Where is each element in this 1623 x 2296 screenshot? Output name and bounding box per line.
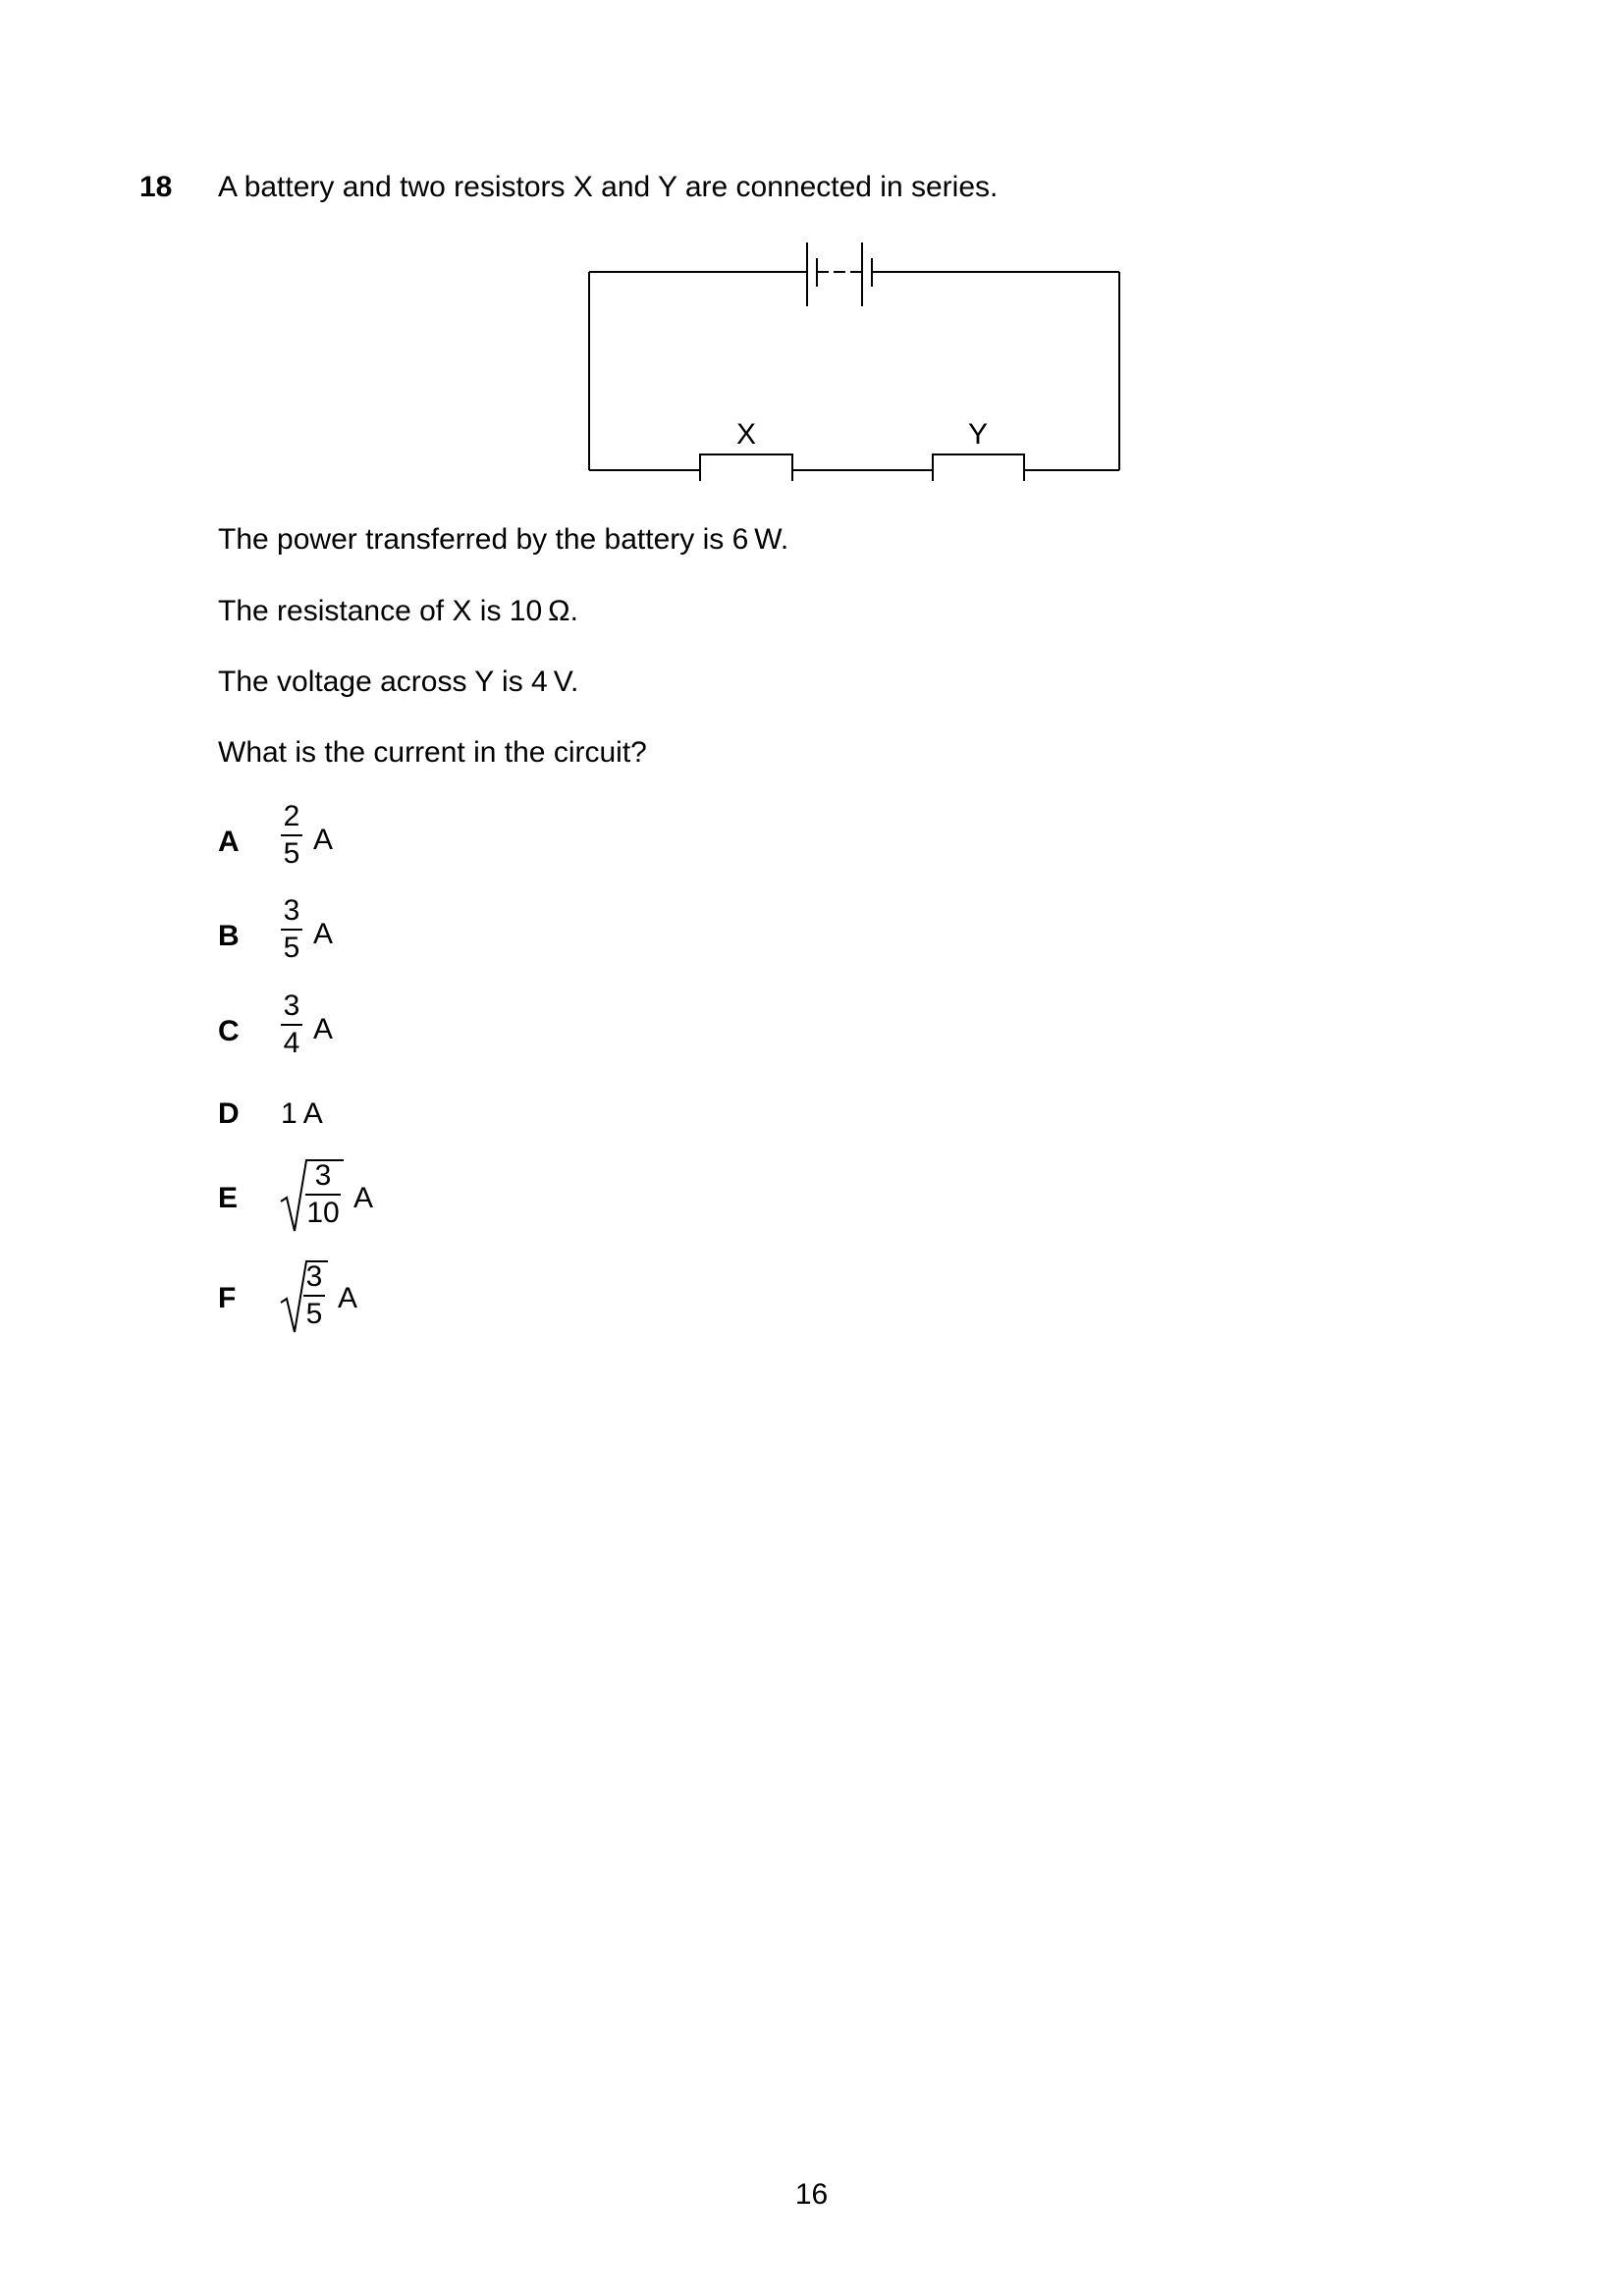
fraction-bar xyxy=(303,1295,325,1297)
option-a-denominator: 5 xyxy=(283,837,300,870)
option-e-denominator: 10 xyxy=(306,1197,340,1229)
voltage-statement: The voltage across Y is 4 V. xyxy=(218,666,579,698)
option-c-unit: A xyxy=(313,1013,334,1045)
option-f-unit: A xyxy=(338,1282,358,1314)
option-b-unit: A xyxy=(313,918,334,950)
option-b-numerator: 3 xyxy=(283,894,300,927)
option-e-letter: E xyxy=(218,1182,239,1214)
option-b-fraction xyxy=(279,895,304,964)
option-e-unit: A xyxy=(353,1182,374,1214)
fraction-bar xyxy=(281,834,302,836)
option-b-denominator: 5 xyxy=(283,932,300,964)
option-f-letter: F xyxy=(218,1282,237,1314)
option-d-letter: D xyxy=(218,1097,240,1130)
option-f-numerator: 3 xyxy=(305,1260,323,1293)
resistance-statement: The resistance of X is 10 Ω. xyxy=(218,595,578,627)
option-a-fraction xyxy=(279,801,304,870)
fraction-bar xyxy=(281,1024,302,1026)
option-a-numerator: 2 xyxy=(283,800,300,832)
option-d-value: 1 A xyxy=(281,1097,323,1130)
option-e-numerator: 3 xyxy=(314,1159,332,1192)
option-e-fraction xyxy=(302,1160,344,1229)
circuit-diagram xyxy=(579,226,1129,481)
resistor-x xyxy=(700,454,792,481)
battery-symbol xyxy=(807,242,885,306)
option-f-fraction xyxy=(300,1261,328,1330)
resistor-x-label: X xyxy=(735,418,757,451)
page-number: 16 xyxy=(794,2178,829,2211)
question-stem: A battery and two resistors X and Y are connected in series. xyxy=(218,171,999,203)
option-a-letter: A xyxy=(218,826,240,858)
resistor-y xyxy=(933,454,1024,481)
power-statement: The power transferred by the battery is 6 W. xyxy=(218,523,789,556)
option-f-denominator: 5 xyxy=(305,1298,323,1330)
option-c-numerator: 3 xyxy=(283,989,300,1022)
option-a-unit: A xyxy=(313,824,334,856)
option-c-denominator: 4 xyxy=(283,1027,300,1059)
fraction-bar xyxy=(305,1194,341,1196)
question-number: 18 xyxy=(139,171,173,203)
resistor-y-label: Y xyxy=(967,418,989,451)
question-prompt: What is the current in the circuit? xyxy=(218,736,647,769)
option-c-fraction xyxy=(279,990,304,1059)
option-c-letter: C xyxy=(218,1015,240,1047)
fraction-bar xyxy=(281,929,302,931)
option-b-letter: B xyxy=(218,920,240,952)
